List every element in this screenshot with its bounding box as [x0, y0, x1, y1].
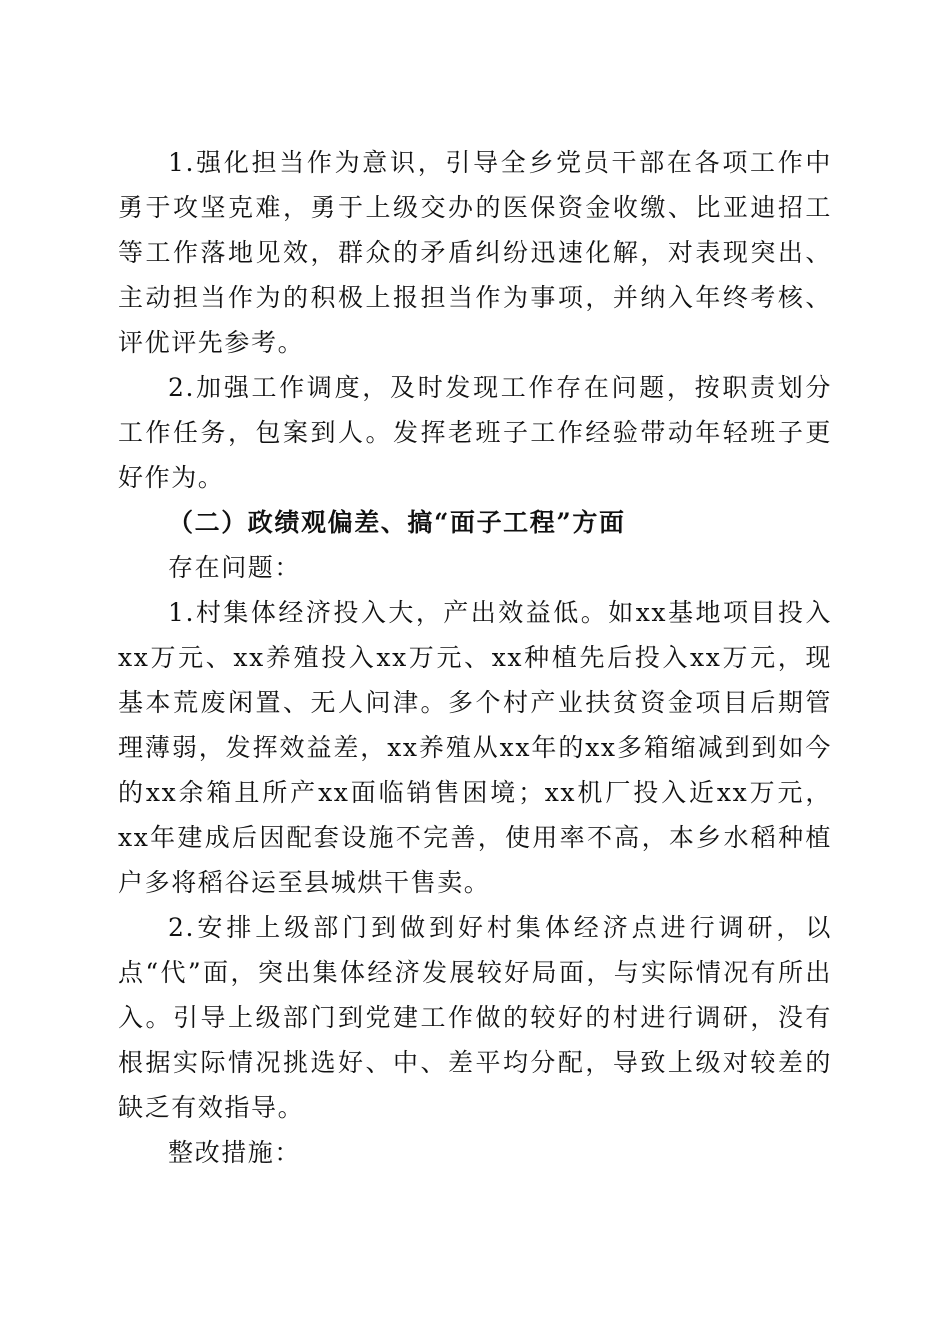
paragraph-problem-2: 2.安排上级部门到做到好村集体经济点进行调研，以点“代”面，突出集体经济发展较好局面，与实际情况有所出入。引导上级部门到党建工作做的较好的村进行调研，没有根据实际情况挑选好、中、差平均分配，导致上级对较差的缺乏有效指导。 [118, 913, 832, 1122]
section-heading: （二）政绩观偏差、搞“面子工程”方面 [168, 508, 626, 537]
document-body [118, 140, 832, 1175]
paragraph-measure-2: 2.加强工作调度，及时发现工作存在问题，按职责划分工作任务，包案到人。发挥老班子工作经验带动年轻班子更好作为。 [118, 373, 832, 492]
subheading-problems: 存在问题： [168, 553, 302, 582]
paragraph-problem-1: 1.村集体经济投入大，产出效益低。如xx基地项目投入xx万元、xx养殖投入xx万元、xx种植先后投入xx万元，现基本荒废闲置、无人问津。多个村产业扶贫资金项目后期管理薄弱，发挥效益差，xx养殖从xx年的xx多箱缩减到到如今的xx余箱且所产xx面临销售困境；xx机厂投入近xx万元，xx年建成后因配套设施不完善，使用率不高，本乡水稻种植户多将稻谷运至县城烘干售卖。 [118, 598, 832, 897]
paragraph-measure-1: 1.强化担当作为意识，引导全乡党员干部在各项工作中勇于攻坚克难，勇于上级交办的医保资金收缴、比亚迪招工等工作落地见效，群众的矛盾纠纷迅速化解，对表现突出、主动担当作为的积极上报担当作为事项，并纳入年终考核、评优评先参考。 [118, 148, 832, 357]
subheading-measures: 整改措施： [168, 1138, 302, 1167]
